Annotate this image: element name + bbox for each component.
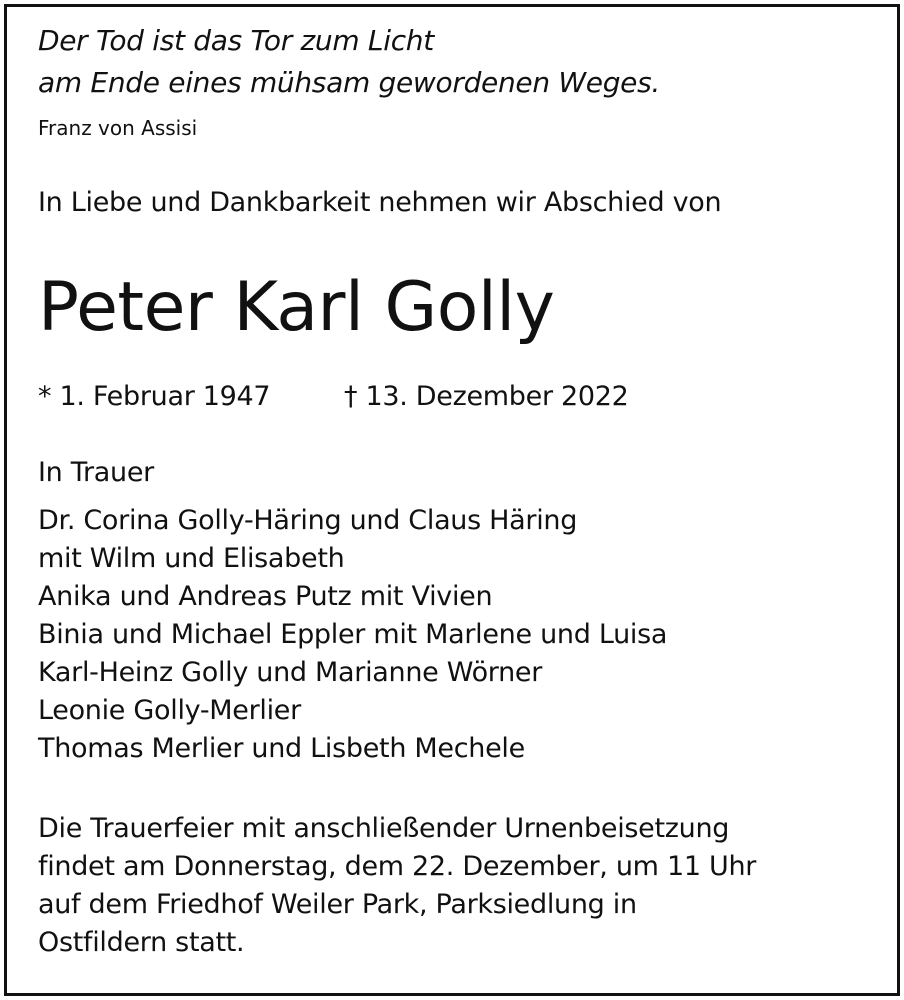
mourner-line: Anika und Andreas Putz mit Vivien — [38, 581, 493, 612]
quote-block — [38, 20, 878, 142]
mourner-line: Dr. Corina Golly-Häring und Claus Häring — [38, 505, 578, 536]
service-line: findet am Donnerstag, dem 22. Dezember, um 11 Uhr — [38, 851, 757, 882]
farewell-intro: In Liebe und Dankbarkeit nehmen wir Abschied von — [38, 187, 722, 218]
service-line: auf dem Friedhof Weiler Park, Parksiedlung in — [38, 889, 637, 920]
mourners-list — [38, 502, 878, 768]
mourner-line: mit Wilm und Elisabeth — [38, 543, 345, 574]
service-info — [38, 810, 878, 962]
service-line: Die Trauerfeier mit anschließender Urnenbeisetzung — [38, 813, 730, 844]
life-dates — [38, 380, 878, 414]
mourning-label: In Trauer — [38, 457, 154, 488]
mourner-line: Binia und Michael Eppler mit Marlene und Luisa — [38, 619, 668, 650]
deceased-name: Peter Karl Golly — [38, 268, 555, 347]
birth-date: * 1. Februar 1947 — [38, 381, 271, 412]
quote-line: Der Tod ist das Tor zum Licht — [38, 24, 434, 57]
quote-author: Franz von Assisi — [38, 116, 198, 140]
death-date: † 13. Dezember 2022 — [344, 381, 629, 412]
obituary-notice — [38, 20, 878, 962]
mourner-line: Leonie Golly-Merlier — [38, 695, 301, 726]
service-line: Ostfildern statt. — [38, 927, 245, 958]
mourner-line: Thomas Merlier und Lisbeth Mechele — [38, 733, 525, 764]
quote-line: am Ende eines mühsam gewordenen Weges. — [38, 66, 660, 99]
mourner-line: Karl-Heinz Golly und Marianne Wörner — [38, 657, 543, 688]
